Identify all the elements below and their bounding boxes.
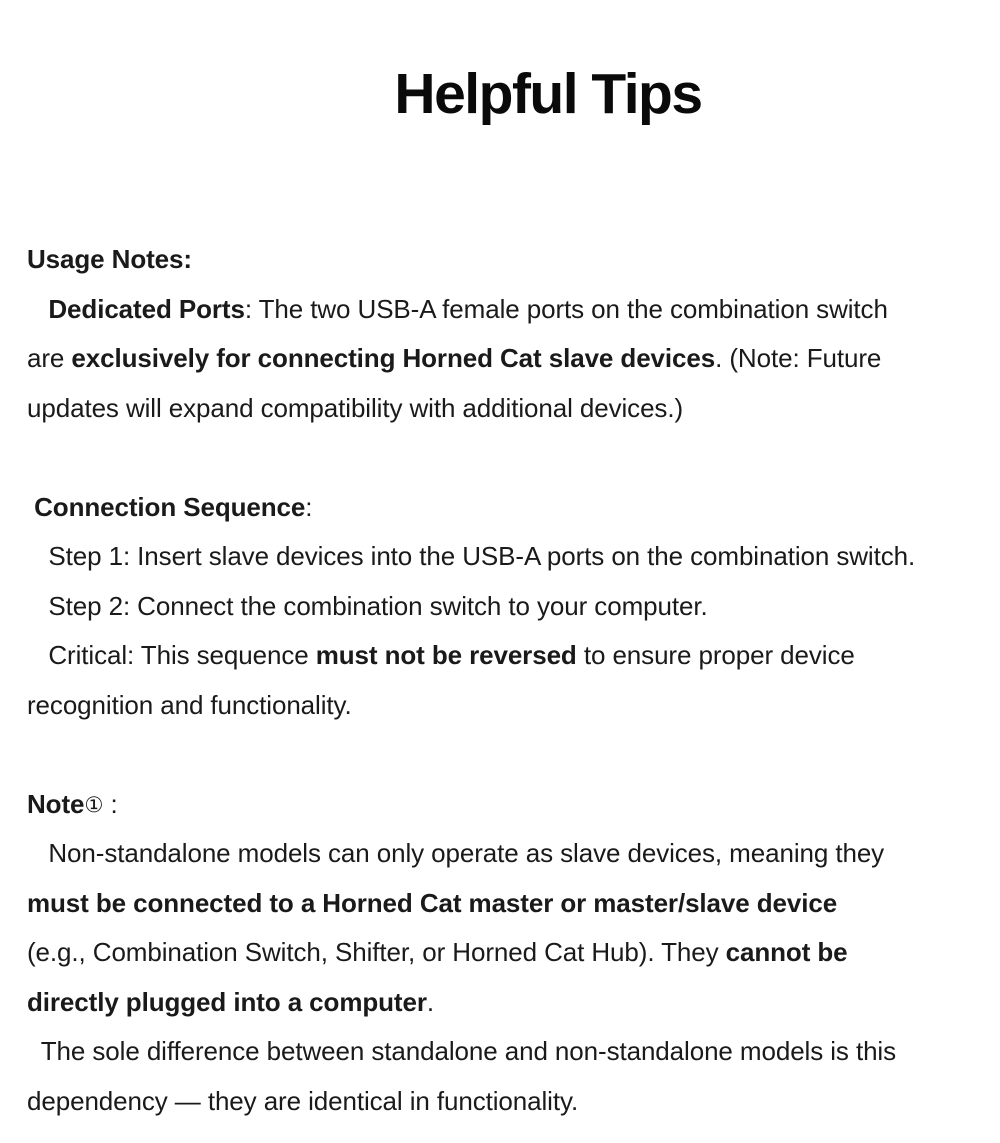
text-run: must not be reversed xyxy=(315,640,577,670)
text-line xyxy=(27,285,1000,335)
text-line xyxy=(27,879,1000,929)
text-run: : xyxy=(103,788,118,819)
text-run: to ensure proper device xyxy=(576,640,855,670)
text-line xyxy=(27,780,1000,830)
text-run: Step 1: Insert slave devices into the USB-A ports on the combination switch. xyxy=(27,541,916,571)
text-line xyxy=(27,384,1000,434)
text-run: Dedicated Ports xyxy=(48,293,245,324)
text-run: . xyxy=(426,986,434,1017)
text-run: Note xyxy=(27,788,85,819)
text-run: . (Note: Future xyxy=(715,343,882,373)
text-run: cannot be xyxy=(725,937,848,967)
connection-sequence-section xyxy=(27,483,1000,731)
text-line xyxy=(27,334,1000,384)
text-run: (e.g., Combination Switch, Shifter, or Horned Cat Hub). They xyxy=(27,937,726,967)
text-run: Usage Notes: xyxy=(27,244,192,274)
text-run: Step 2: Connect the combination switch to your computer. xyxy=(27,590,708,621)
text-line xyxy=(27,928,1000,978)
page-title: Helpful Tips xyxy=(394,62,702,126)
text-run: Non-standalone models can only operate as slave devices, meaning they xyxy=(27,838,885,868)
text-line xyxy=(27,829,1000,879)
text-line xyxy=(27,1077,1000,1127)
text-run: Critical: This sequence xyxy=(27,640,316,670)
text-run: must be connected to a Horned Cat master or master/slave device xyxy=(27,887,838,918)
text-run: Connection Sequence xyxy=(34,491,306,522)
note-section xyxy=(27,780,1000,1127)
text-line xyxy=(27,532,1000,582)
text-run: : The two USB-A female ports on the combination switch xyxy=(244,293,888,324)
text-run: are xyxy=(27,343,72,373)
text-run: updates will expand compatibility with additional devices.) xyxy=(27,392,684,423)
text-run: : xyxy=(305,491,313,522)
text-line xyxy=(27,235,1000,285)
text-run: dependency — they are identical in functionality. xyxy=(27,1085,579,1116)
text-run: exclusively for connecting Horned Cat slave devices xyxy=(71,343,716,373)
text-run xyxy=(27,294,48,324)
text-line xyxy=(27,631,1000,681)
text-line xyxy=(27,483,1000,533)
document-body xyxy=(0,235,1000,1126)
text-line xyxy=(27,978,1000,1028)
circled-one-symbol: ① xyxy=(84,792,104,818)
text-run: The sole difference between standalone and non-standalone models is this xyxy=(27,1036,897,1066)
text-line xyxy=(27,582,1000,632)
text-line xyxy=(27,681,1000,731)
text-line xyxy=(27,1027,1000,1077)
text-run: directly plugged into a computer xyxy=(27,986,427,1017)
text-run: recognition and functionality. xyxy=(27,689,352,720)
usage-notes-section xyxy=(27,235,1000,433)
